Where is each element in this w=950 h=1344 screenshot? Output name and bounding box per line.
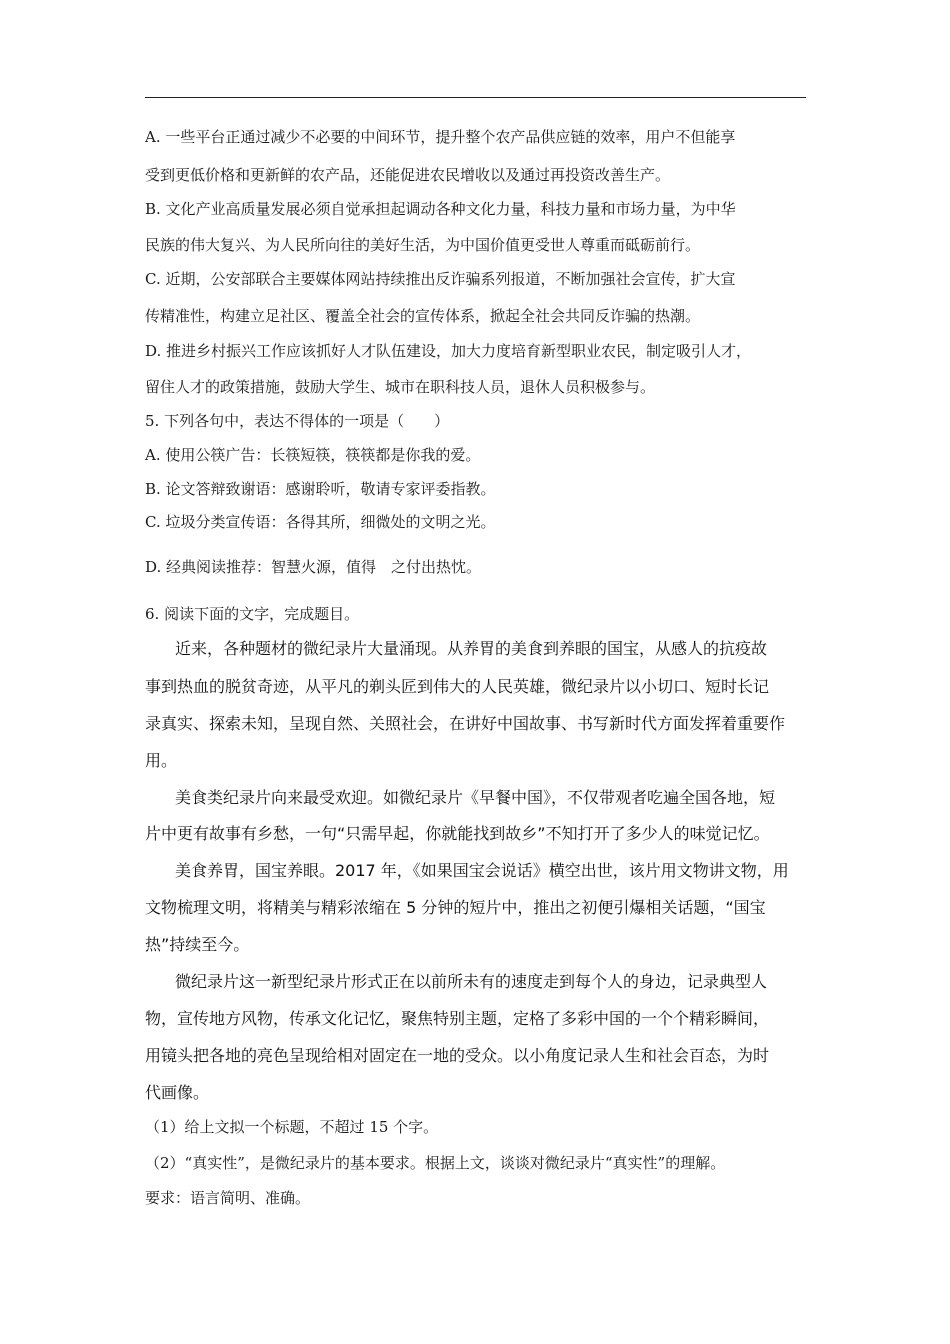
q6-passage-line: 用镜头把各地的亮色呈现给相对固定在一地的受众。以小角度记录人生和社会百态，为时 xyxy=(145,1046,770,1065)
q6-passage-line: 热”持续至今。 xyxy=(145,935,250,954)
q4-option-d-line-2: 留住人才的政策措施，鼓励大学生、城市在职科技人员，退休人员积极参与。 xyxy=(145,378,656,396)
q6-passage-line: 文物梳理文明，将精美与精彩浓缩在 5 分钟的短片中，推出之初便引爆相关话题，“国宝 xyxy=(145,898,766,917)
q6-passage-line: 录真实、探索未知，呈现自然、关照社会，在讲好中国故事、书写新时代方面发挥着重要作 xyxy=(145,714,786,733)
q6-passage-line: 片中更有故事有乡愁，一句“只需早起，你就能找到故乡”不知打开了多少人的味觉记忆。 xyxy=(145,824,770,843)
q6-subquestion-1: （1）给上文拟一个标题，不超过 15 个字。 xyxy=(145,1118,439,1136)
header-rule xyxy=(145,97,806,98)
q6-passage-line: 美食类纪录片向来最受欢迎。如微纪录片《早餐中国》，不仅带观者吃遍全国各地，短 xyxy=(175,788,776,807)
q5-stem: 5. 下列各句中，表达不得体的一项是（ ） xyxy=(145,412,450,430)
q6-passage-line: 事到热血的脱贫奇迹，从平凡的剃头匠到伟大的人民英雄，微纪录片以小切口、短时长记 xyxy=(145,677,770,696)
q5-option-a: A. 使用公筷广告：长筷短筷，筷筷都是你我的爱。 xyxy=(145,446,481,464)
q4-option-a-line-2: 受到更低价格和更新鲜的农产品，还能促进农民增收以及通过再投资改善生产。 xyxy=(145,166,671,184)
q6-subquestion-2-line-2: 要求：语言简明、准确。 xyxy=(145,1189,311,1207)
q6-passage-line: 微纪录片这一新型纪录片形式正在以前所未有的速度走到每个人的身边，记录典型人 xyxy=(175,972,768,991)
q6-passage-line: 代画像。 xyxy=(145,1083,210,1102)
q6-passage-line: 美食养胃，国宝养眼。2017 年，《如果国宝会说话》横空出世，该片用文物讲文物，用 xyxy=(175,861,789,880)
q6-passage-line: 物，宣传地方风物，传承文化记忆，聚焦特别主题，定格了多彩中国的一个个精彩瞬间， xyxy=(145,1009,770,1028)
q6-passage-line: 近来，各种题材的微纪录片大量涌现。从养胃的美食到养眼的国宝，从感人的抗疫故 xyxy=(175,639,768,658)
q5-option-b: B. 论文答辩致谢语：感谢聆听，敬请专家评委指教。 xyxy=(145,480,496,498)
q4-option-b-line-2: 民族的伟大复兴、为人民所向往的美好生活，为中国价值更受世人尊重而砥砺前行。 xyxy=(145,236,701,254)
q4-option-c-line-2: 传精准性，构建立足社区、覆盖全社会的宣传体系，掀起全社会共同反诈骗的热潮。 xyxy=(145,307,701,325)
q4-option-b-line-1: B. 文化产业高质量发展必须自觉承担起调动各种文化力量，科技力量和市场力量，为中华 xyxy=(145,200,736,218)
q4-option-a-line-1: A. 一些平台正通过减少不必要的中间环节，提升整个农产品供应链的效率，用户不但能享 xyxy=(145,128,736,146)
q5-option-c: C. 垃圾分类宣传语：各得其所，细微处的文明之光。 xyxy=(145,513,496,531)
q5-option-d: D. 经典阅读推荐：智慧火源，值得 之付出热忱。 xyxy=(145,558,482,576)
q6-passage-line: 用。 xyxy=(145,751,178,770)
q4-option-c-line-1: C. 近期，公安部联合主要媒体网站持续推出反诈骗系列报道，不断加强社会宣传，扩大宣 xyxy=(145,270,736,288)
q4-option-d-line-1: D. 推进乡村振兴工作应该抓好人才队伍建设，加大力度培育新型职业农民，制定吸引人才， xyxy=(145,342,752,360)
q6-subquestion-2-line-1: （2）“真实性”，是微纪录片的基本要求。根据上文，谈谈对微纪录片“真实性”的理解。 xyxy=(145,1154,726,1172)
q6-stem: 6. 阅读下面的文字，完成题目。 xyxy=(145,605,360,623)
